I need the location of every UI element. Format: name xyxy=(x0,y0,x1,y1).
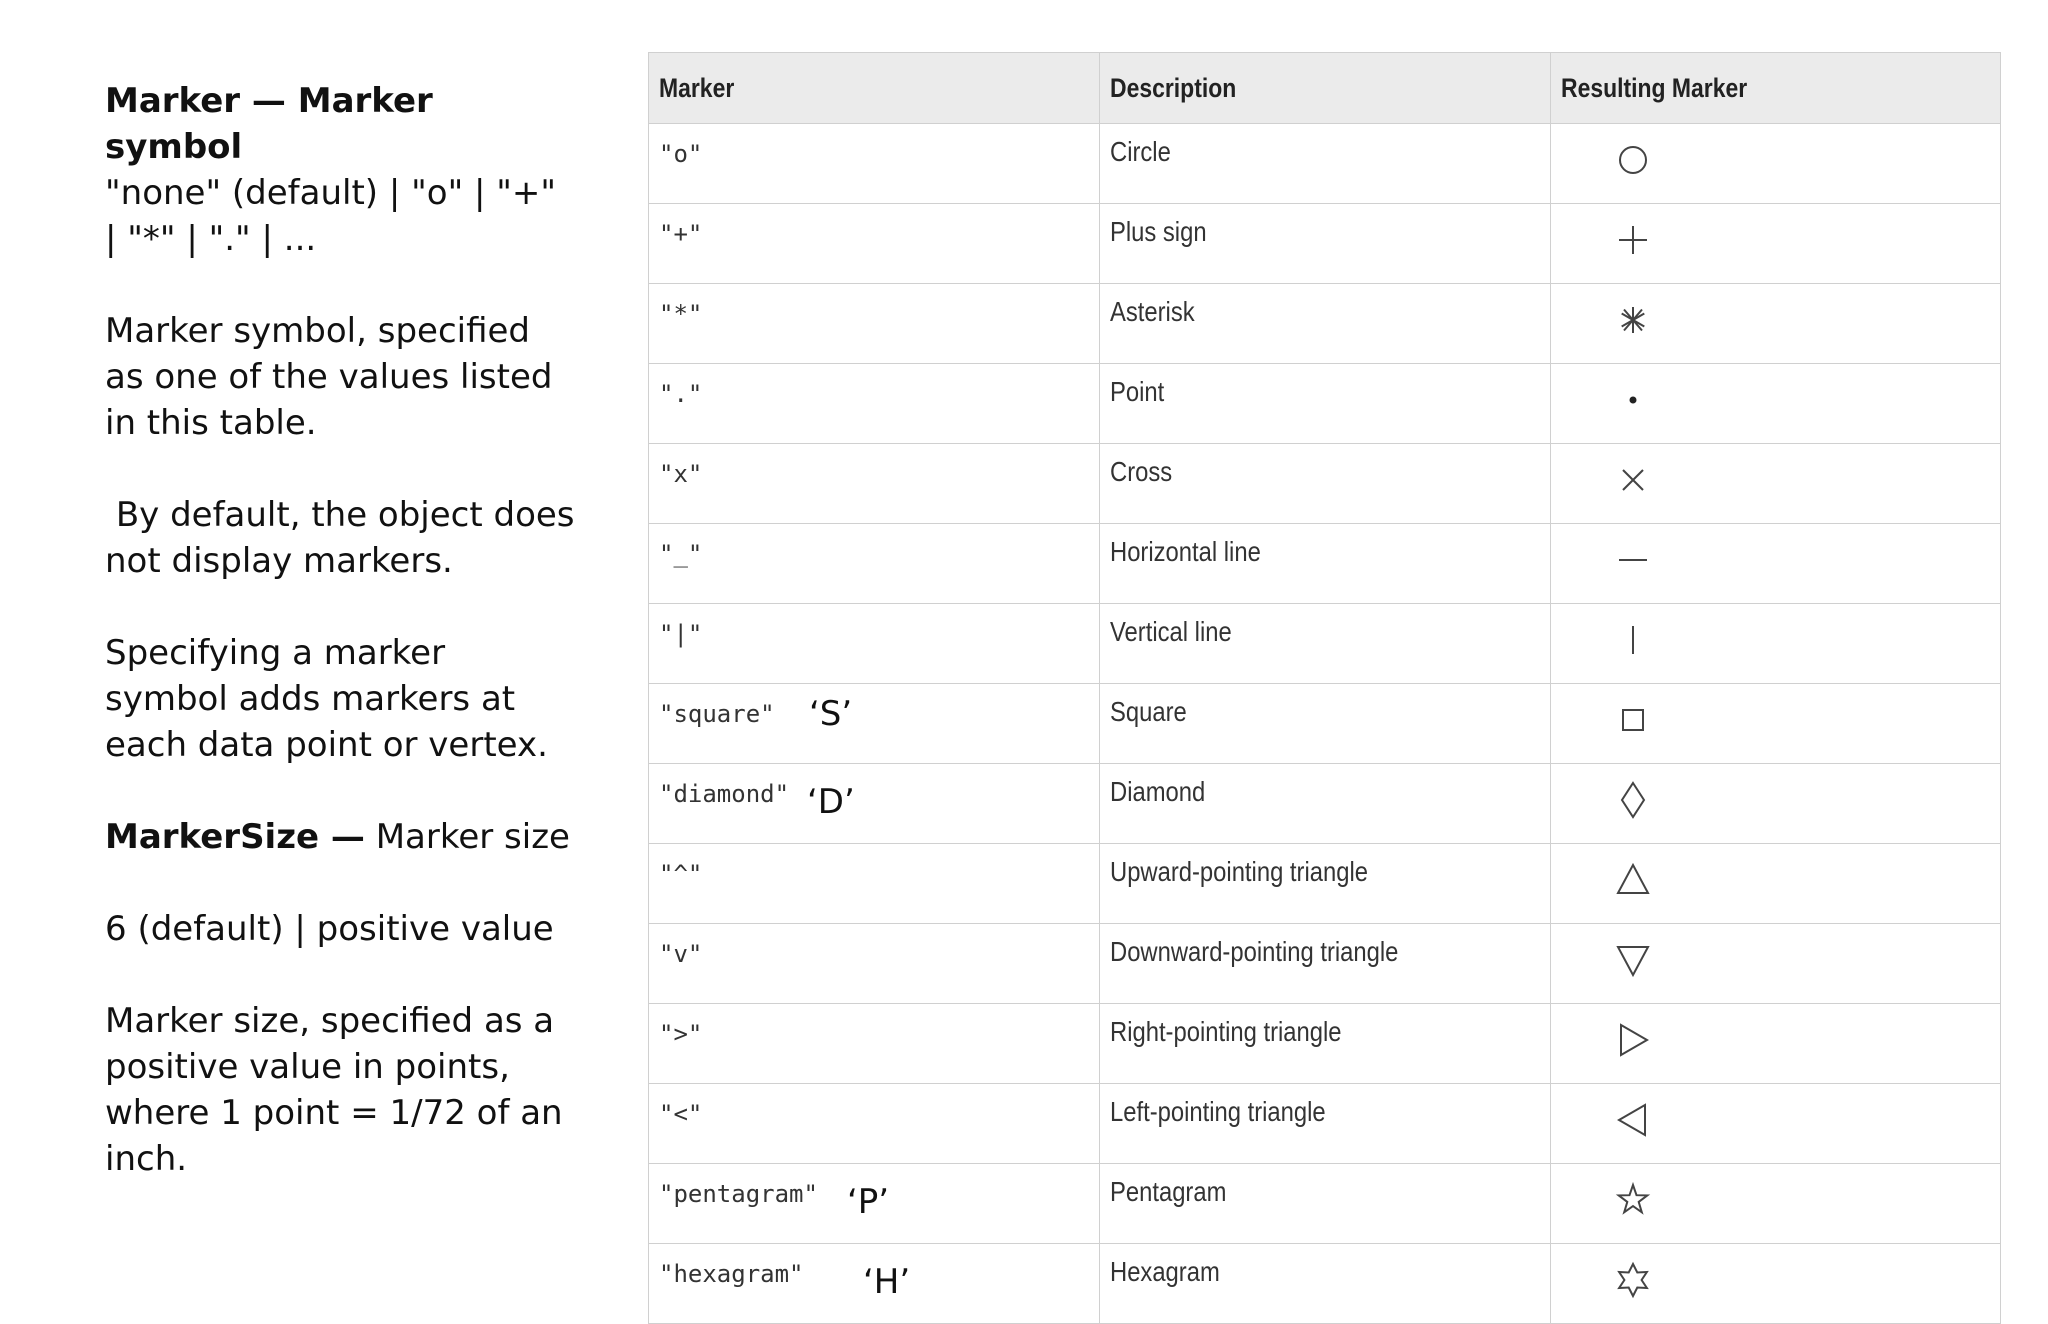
resulting-marker-cell xyxy=(1551,1164,2001,1244)
marker-description-cell xyxy=(1100,284,1551,364)
marker-description-cell xyxy=(1100,924,1551,1004)
marker-values: "none" (default) | "o" | "+" | "*" | "." | ... xyxy=(105,173,557,259)
marker-code: "o" xyxy=(659,140,703,168)
resulting-marker-cell xyxy=(1551,1004,2001,1084)
marker-code: "square" xyxy=(659,700,775,728)
marker-code: "<" xyxy=(659,1100,703,1128)
resulting-marker-cell xyxy=(1551,844,2001,924)
marker-description-cell xyxy=(1100,764,1551,844)
marker-code-cell xyxy=(649,1164,1100,1244)
triangle-up-icon xyxy=(1613,860,1653,900)
marker-description-cell xyxy=(1100,604,1551,684)
marker-code-cell xyxy=(649,284,1100,364)
marker-code-cell xyxy=(649,844,1100,924)
resulting-marker-cell xyxy=(1551,764,2001,844)
table-row xyxy=(649,444,2001,524)
table-row xyxy=(649,844,2001,924)
marker-description: Vertical line xyxy=(1110,616,1232,647)
marker-description: Upward-pointing triangle xyxy=(1110,856,1368,887)
resulting-marker-cell xyxy=(1551,1244,2001,1324)
marker-code: "diamond" xyxy=(659,780,790,808)
table-row xyxy=(649,1084,2001,1164)
marker-code: "." xyxy=(659,380,703,408)
marker-code-cell xyxy=(649,604,1100,684)
marker-code: "pentagram" xyxy=(659,1180,818,1208)
marker-code-cell xyxy=(649,364,1100,444)
marker-description: Downward-pointing triangle xyxy=(1110,936,1399,967)
marker-code-cell xyxy=(649,124,1100,204)
marker-table-container xyxy=(648,52,2000,1324)
triangle-down-icon xyxy=(1613,940,1653,980)
circle-icon xyxy=(1613,140,1653,180)
resulting-marker-cell xyxy=(1551,684,2001,764)
triangle-left-icon xyxy=(1613,1100,1653,1140)
marker-description: Diamond xyxy=(1110,776,1206,807)
marker-table xyxy=(648,52,2001,1324)
diamond-icon xyxy=(1613,780,1653,820)
resulting-marker-cell xyxy=(1551,364,2001,444)
resulting-marker-cell xyxy=(1551,204,2001,284)
markersize-values: 6 (default) | positive value xyxy=(105,909,554,949)
marker-description: Asterisk xyxy=(1110,296,1195,327)
marker-code-cell xyxy=(649,924,1100,1004)
marker-code-cell xyxy=(649,1244,1100,1324)
table-row xyxy=(649,364,2001,444)
marker-description-cell xyxy=(1100,444,1551,524)
table-row xyxy=(649,684,2001,764)
marker-shortcut-alias: ‘S’ xyxy=(809,694,853,734)
marker-section xyxy=(105,78,575,262)
markersize-description: Marker size, specified as a positive value in points, where 1 point = 1/72 of an inch. xyxy=(105,1001,563,1179)
table-body xyxy=(649,124,2001,1324)
marker-doc-text xyxy=(105,78,575,1228)
plus-icon xyxy=(1613,220,1653,260)
marker-code: "*" xyxy=(659,300,703,328)
marker-description: Marker symbol, specified as one of the values listed in this table. xyxy=(105,311,553,443)
marker-code-cell xyxy=(649,684,1100,764)
header-marker: Marker xyxy=(649,53,1100,124)
hexagram-icon xyxy=(1613,1260,1653,1300)
marker-code: "x" xyxy=(659,460,703,488)
resulting-marker-cell xyxy=(1551,284,2001,364)
marker-code-cell xyxy=(649,524,1100,604)
marker-code-cell xyxy=(649,1084,1100,1164)
marker-code: "hexagram" xyxy=(659,1260,804,1288)
marker-shortcut-alias: ‘D’ xyxy=(807,782,855,822)
marker-description-cell xyxy=(1100,364,1551,444)
resulting-marker-cell xyxy=(1551,124,2001,204)
resulting-marker-cell xyxy=(1551,524,2001,604)
table-row xyxy=(649,204,2001,284)
marker-description-cell xyxy=(1100,524,1551,604)
marker-default-note: By default, the object does not display markers. xyxy=(105,495,575,581)
marker-code-cell xyxy=(649,444,1100,524)
marker-code: "^" xyxy=(659,860,703,888)
marker-description: Right-pointing triangle xyxy=(1110,1016,1342,1047)
marker-description-cell xyxy=(1100,844,1551,924)
marker-description-cell xyxy=(1100,204,1551,284)
resulting-marker-cell xyxy=(1551,444,2001,524)
table-row xyxy=(649,924,2001,1004)
marker-description: Plus sign xyxy=(1110,216,1207,247)
marker-specifying-note: Specifying a marker symbol adds markers at each data point or vertex. xyxy=(105,633,548,765)
marker-code-cell xyxy=(649,1004,1100,1084)
marker-description: Square xyxy=(1110,696,1187,727)
marker-description-cell xyxy=(1100,124,1551,204)
marker-description: Hexagram xyxy=(1110,1256,1220,1287)
marker-description-cell xyxy=(1100,1244,1551,1324)
asterisk-icon xyxy=(1613,300,1653,340)
header-resulting-marker: Resulting Marker xyxy=(1551,53,2001,124)
table-row xyxy=(649,284,2001,364)
table-row xyxy=(649,1004,2001,1084)
marker-code-cell xyxy=(649,204,1100,284)
table-row xyxy=(649,764,2001,844)
marker-heading: Marker — Marker symbol xyxy=(105,81,433,167)
marker-description-cell xyxy=(1100,1084,1551,1164)
horizontal-line-icon xyxy=(1613,540,1653,580)
marker-description: Cross xyxy=(1110,456,1173,487)
resulting-marker-cell xyxy=(1551,604,2001,684)
table-header-row xyxy=(649,53,2001,124)
cross-icon xyxy=(1613,460,1653,500)
marker-description-cell xyxy=(1100,1004,1551,1084)
table-row xyxy=(649,124,2001,204)
marker-code: ">" xyxy=(659,1020,703,1048)
marker-shortcut-alias: ‘P’ xyxy=(847,1182,890,1222)
point-icon xyxy=(1613,380,1653,420)
table-row xyxy=(649,604,2001,684)
marker-code: "_" xyxy=(659,540,703,568)
table-row xyxy=(649,524,2001,604)
marker-description-cell xyxy=(1100,684,1551,764)
square-icon xyxy=(1613,700,1653,740)
marker-description-cell xyxy=(1100,1164,1551,1244)
resulting-marker-cell xyxy=(1551,924,2001,1004)
triangle-right-icon xyxy=(1613,1020,1653,1060)
vertical-line-icon xyxy=(1613,620,1653,660)
marker-description: Left-pointing triangle xyxy=(1110,1096,1326,1127)
pentagram-icon xyxy=(1613,1180,1653,1220)
table-row xyxy=(649,1244,2001,1324)
markersize-heading: MarkerSize — Marker size xyxy=(105,817,570,857)
table-row xyxy=(649,1164,2001,1244)
marker-code: "v" xyxy=(659,940,703,968)
marker-code: "|" xyxy=(659,620,703,648)
marker-shortcut-alias: ‘H’ xyxy=(863,1262,911,1302)
marker-description: Horizontal line xyxy=(1110,536,1261,567)
marker-code-cell xyxy=(649,764,1100,844)
marker-description: Pentagram xyxy=(1110,1176,1227,1207)
marker-code: "+" xyxy=(659,220,703,248)
marker-description: Point xyxy=(1110,376,1165,407)
marker-description: Circle xyxy=(1110,136,1171,167)
header-description: Description xyxy=(1100,53,1551,124)
resulting-marker-cell xyxy=(1551,1084,2001,1164)
